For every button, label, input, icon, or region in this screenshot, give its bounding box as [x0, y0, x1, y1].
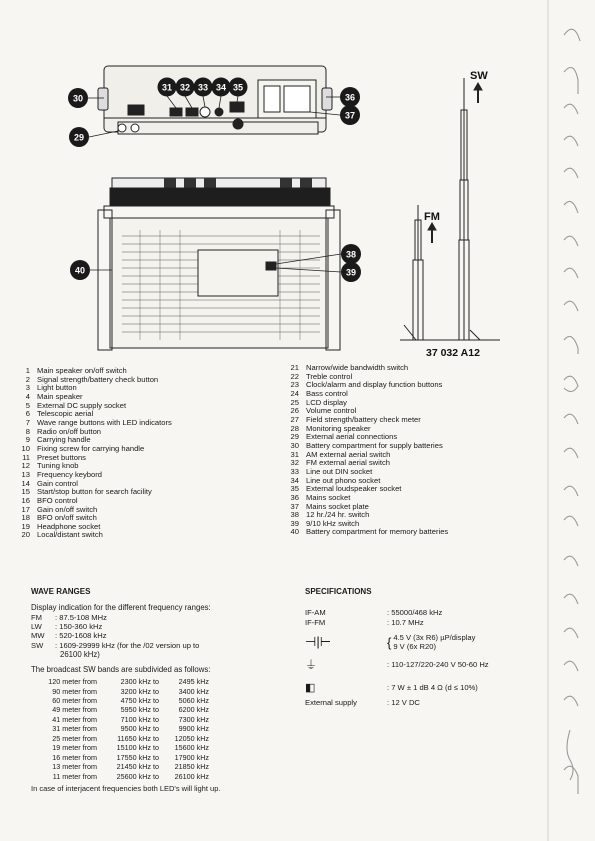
wave-ranges-intro: Display indication for the different frequency ranges: — [31, 603, 211, 612]
legend-number: 26 — [290, 406, 299, 416]
legend-text: Local/distant switch — [37, 530, 103, 540]
band-from: 2300 kHz to — [120, 677, 159, 687]
legend-number: 13 — [21, 469, 30, 479]
band-meter: 41 meter from — [52, 714, 97, 724]
legend-number: 14 — [21, 478, 30, 488]
legend-text: Line out DIN socket — [306, 466, 373, 476]
legend-text: Wave range buttons with LED indicators — [37, 417, 172, 427]
legend-text: Light button — [37, 383, 77, 393]
band-range: : 150-360 kHz — [55, 621, 103, 631]
receiver-diagram — [0, 0, 595, 365]
callout-35 — [229, 78, 248, 97]
legend-number: 35 — [290, 484, 299, 494]
svg-text:35: 35 — [232, 82, 244, 93]
external-supply-value: : 12 V DC — [387, 698, 420, 707]
battery-icon: ⊣|⊢ — [305, 634, 332, 649]
sw-band-row — [31, 743, 291, 752]
legend-number: 27 — [290, 414, 299, 424]
sw-band-row — [31, 677, 291, 686]
band-from: 9500 kHz to — [120, 724, 159, 734]
band-from: 3200 kHz to — [120, 686, 159, 696]
callout-30 — [68, 88, 88, 108]
legend-text: FM external aerial switch — [306, 458, 390, 468]
svg-text:37: 37 — [344, 110, 356, 121]
callout-37 — [340, 105, 360, 125]
svg-text:29: 29 — [73, 132, 85, 143]
sw-band-row — [31, 715, 291, 724]
band-from: 7100 kHz to — [120, 714, 159, 724]
legend-text: Gain control — [37, 478, 78, 488]
svg-text:40: 40 — [74, 265, 86, 276]
band-meter: 11 meter from — [52, 771, 97, 781]
band-to: 6200 kHz — [178, 705, 209, 715]
band-range: : 520-1608 kHz — [55, 631, 107, 641]
legend-right — [287, 364, 537, 537]
legend-number: 12 — [21, 461, 30, 471]
legend-text: 9/10 kHz switch — [306, 518, 360, 528]
band-meter: 31 meter from — [52, 724, 97, 734]
legend-number: 15 — [21, 487, 30, 497]
band-meter: 16 meter from — [52, 752, 97, 762]
svg-text:34: 34 — [215, 82, 227, 93]
wave-ranges-heading: WAVE RANGES — [31, 587, 91, 596]
svg-text:30: 30 — [72, 93, 84, 104]
legend-number: 3 — [25, 383, 30, 393]
legend-text: LCD display — [306, 397, 347, 407]
external-supply-label: External supply — [305, 698, 357, 707]
svg-text:36: 36 — [344, 92, 356, 103]
legend-number: 16 — [21, 495, 30, 505]
specifications-section: SPECIFICATIONS IF-AM : 55000/468 kHz IF-FM : 10.7 MHz ⊣|⊢ { 4.5 V (3x R6) µP/display 9 V (6x R20) ⏚ : 110-127/220-240 V 50-60 Hz ◧ : 7 W ± 1 dB 4 Ω (d ≤ 10%) External supply : 12 V DC — [305, 587, 535, 707]
legend-text: Gain on/off switch — [37, 504, 98, 514]
legend-text: Clock/alarm and display function buttons — [306, 380, 443, 390]
callout-38 — [341, 244, 361, 264]
band-meter: 60 meter from — [52, 696, 97, 706]
legend-text: External loudspeaker socket — [306, 484, 402, 494]
sw-band-row — [31, 753, 291, 762]
sw-range-continuation: 26100 kHz) — [60, 650, 100, 660]
legend-text: 12 hr./24 hr. switch — [306, 510, 370, 520]
sw-band-row — [31, 687, 291, 696]
band-to: 26100 kHz — [174, 771, 209, 781]
band-from: 11650 kHz to — [117, 733, 159, 743]
band-from: 4750 kHz to — [120, 696, 159, 706]
legend-text: Main speaker on/off switch — [37, 366, 127, 375]
legend-item — [287, 528, 537, 537]
band-to: 21850 kHz — [174, 762, 209, 772]
legend-text: External aerial connections — [306, 432, 398, 442]
band-label: FM — [31, 612, 42, 622]
legend-number: 34 — [290, 475, 299, 485]
callout-33 — [194, 78, 213, 97]
sw-band-row — [31, 724, 291, 733]
sw-band-row — [31, 772, 291, 781]
if-am-value: : 55000/468 kHz — [387, 608, 443, 617]
legend-text: Field strength/battery check meter — [306, 414, 421, 424]
legend-left — [18, 367, 288, 540]
band-meter: 120 meter from — [48, 677, 97, 687]
band-to: 5060 kHz — [178, 696, 209, 706]
band-label: LW — [31, 621, 42, 631]
callout-32 — [176, 78, 195, 97]
if-fm-label: IF-FM — [305, 618, 326, 627]
frequency-range-row — [31, 613, 291, 622]
band-to: 15600 kHz — [174, 743, 209, 753]
svg-text:33: 33 — [197, 82, 209, 93]
band-to: 3400 kHz — [178, 686, 209, 696]
legend-number: 9 — [25, 435, 30, 445]
legend-text: Telescopic aerial — [37, 409, 94, 419]
legend-text: Battery compartment for supply batteries — [306, 440, 443, 450]
legend-number: 2 — [25, 374, 30, 384]
legend-number: 32 — [290, 458, 299, 468]
sw-label: SW — [470, 70, 488, 82]
if-am-label: IF-AM — [305, 608, 326, 617]
legend-number: 10 — [21, 443, 30, 453]
legend-number: 17 — [21, 504, 30, 514]
band-to: 12050 kHz — [174, 733, 209, 743]
legend-number: 31 — [290, 449, 299, 459]
sw-band-row — [31, 705, 291, 714]
band-from: 5950 kHz to — [120, 705, 159, 715]
battery-spec-1: 4.5 V (3x R6) µP/display — [393, 633, 476, 642]
legend-number: 28 — [290, 423, 299, 433]
front-panel-view — [98, 178, 340, 350]
band-to: 2495 kHz — [178, 677, 209, 687]
legend-text: Monitoring speaker — [306, 423, 371, 433]
svg-text:31: 31 — [161, 82, 173, 93]
callout-31 — [158, 78, 177, 97]
legend-text: Line out phono socket — [306, 475, 381, 485]
legend-text: Frequency keybord — [37, 469, 103, 479]
legend-text: Carrying handle — [37, 435, 91, 445]
band-label: SW — [31, 640, 44, 650]
svg-text:32: 32 — [179, 82, 191, 93]
legend-number: 19 — [21, 521, 30, 531]
telescopic-aerials — [400, 78, 500, 340]
legend-text: Bass control — [306, 388, 348, 398]
callout-29 — [69, 127, 89, 147]
legend-number: 21 — [290, 363, 299, 372]
legend-number: 11 — [22, 452, 30, 462]
legend-item — [18, 531, 288, 540]
specifications-heading: SPECIFICATIONS — [305, 587, 372, 596]
battery-spec-2: 9 V (6x R20) — [393, 642, 436, 651]
band-label: MW — [31, 631, 45, 641]
legend-number: 1 — [25, 366, 30, 375]
legend-text: Fixing screw for carrying handle — [37, 443, 145, 453]
legend-text: Mains socket plate — [306, 501, 369, 511]
band-from: 25600 kHz to — [116, 771, 159, 781]
sw-band-table — [31, 677, 291, 781]
sw-band-row — [31, 734, 291, 743]
frequency-range-row — [31, 631, 291, 640]
band-to: 7300 kHz — [178, 714, 209, 724]
fm-label: FM — [424, 211, 440, 223]
legend-number: 24 — [290, 388, 299, 398]
legend-number: 36 — [290, 492, 299, 502]
frequency-range-row — [31, 641, 291, 650]
legend-text: External DC supply socket — [37, 400, 127, 410]
band-meter: 90 meter from — [52, 686, 97, 696]
figure-code: 37 032 A12 — [426, 347, 480, 359]
legend-number: 20 — [21, 530, 30, 540]
sw-band-row — [31, 762, 291, 771]
legend-text: Battery compartment for memory batteries — [306, 527, 449, 537]
if-fm-value: : 10.7 MHz — [387, 618, 424, 627]
legend-number: 18 — [21, 513, 30, 523]
legend-number: 7 — [25, 417, 30, 427]
band-meter: 13 meter from — [52, 762, 97, 772]
legend-number: 30 — [290, 440, 299, 450]
output-spec: : 7 W ± 1 dB 4 Ω (d ≤ 10%) — [387, 683, 478, 692]
band-from: 15100 kHz to — [116, 743, 159, 753]
legend-number: 6 — [25, 409, 30, 419]
legend-number: 4 — [25, 391, 30, 401]
sw-band-row — [31, 696, 291, 705]
legend-text: Radio on/off button — [37, 426, 102, 436]
legend-text: Preset buttons — [37, 452, 86, 462]
band-to: 17900 kHz — [174, 752, 209, 762]
callout-34 — [212, 78, 231, 97]
legend-number: 29 — [290, 432, 299, 442]
legend-text: AM external aerial switch — [306, 449, 391, 459]
legend-text: BFO on/off switch — [37, 513, 97, 523]
band-range: : 87.5-108 MHz — [55, 612, 107, 622]
frequency-range-list — [31, 613, 291, 651]
legend-text: Volume control — [306, 406, 357, 416]
legend-number: 8 — [25, 426, 30, 436]
speaker-icon: ◧ — [305, 682, 316, 694]
legend-text: Signal strength/battery check button — [37, 374, 159, 384]
legend-number: 33 — [290, 466, 299, 476]
mains-plug-icon: ⏚ — [305, 658, 318, 672]
legend-text: Tuning knob — [37, 461, 79, 471]
legend-number: 37 — [290, 501, 299, 511]
legend-number: 39 — [290, 518, 299, 528]
frequency-range-row — [31, 622, 291, 631]
sw-bands-intro: The broadcast SW bands are subdivided as follows: — [31, 664, 211, 674]
legend-text: Mains socket — [306, 492, 351, 502]
legend-text: Start/stop button for search facility — [37, 487, 152, 497]
band-meter: 25 meter from — [52, 733, 97, 743]
legend-text: Treble control — [306, 371, 353, 381]
callout-36 — [340, 87, 360, 107]
callout-40 — [70, 260, 90, 280]
mains-spec: : 110-127/220-240 V 50-60 Hz — [387, 660, 489, 669]
legend-number: 40 — [290, 527, 299, 537]
legend-number: 23 — [290, 380, 299, 390]
led-footnote: In case of interjacent frequencies both LED's will light up. — [31, 784, 221, 794]
svg-text:38: 38 — [345, 249, 357, 260]
legend-number: 25 — [290, 397, 299, 407]
callout-39 — [341, 262, 361, 282]
legend-text: Main speaker — [37, 391, 83, 401]
wave-ranges-section — [31, 587, 291, 794]
binder-margin — [540, 0, 595, 841]
legend-text: Narrow/wide bandwidth switch — [306, 363, 409, 372]
band-from: 17550 kHz to — [116, 752, 159, 762]
legend-number: 22 — [290, 371, 299, 381]
band-range: : 1609-29999 kHz (for the /02 version up to — [55, 640, 200, 650]
rear-panel-view — [98, 66, 332, 134]
band-from: 21450 kHz to — [116, 762, 159, 772]
legend-text: Headphone socket — [37, 521, 101, 531]
band-meter: 19 meter from — [52, 743, 97, 753]
band-to: 9900 kHz — [178, 724, 209, 734]
legend-number: 5 — [25, 400, 30, 410]
band-meter: 49 meter from — [52, 705, 97, 715]
svg-text:39: 39 — [345, 267, 357, 278]
legend-text: BFO control — [37, 495, 78, 505]
legend-number: 38 — [290, 510, 299, 520]
